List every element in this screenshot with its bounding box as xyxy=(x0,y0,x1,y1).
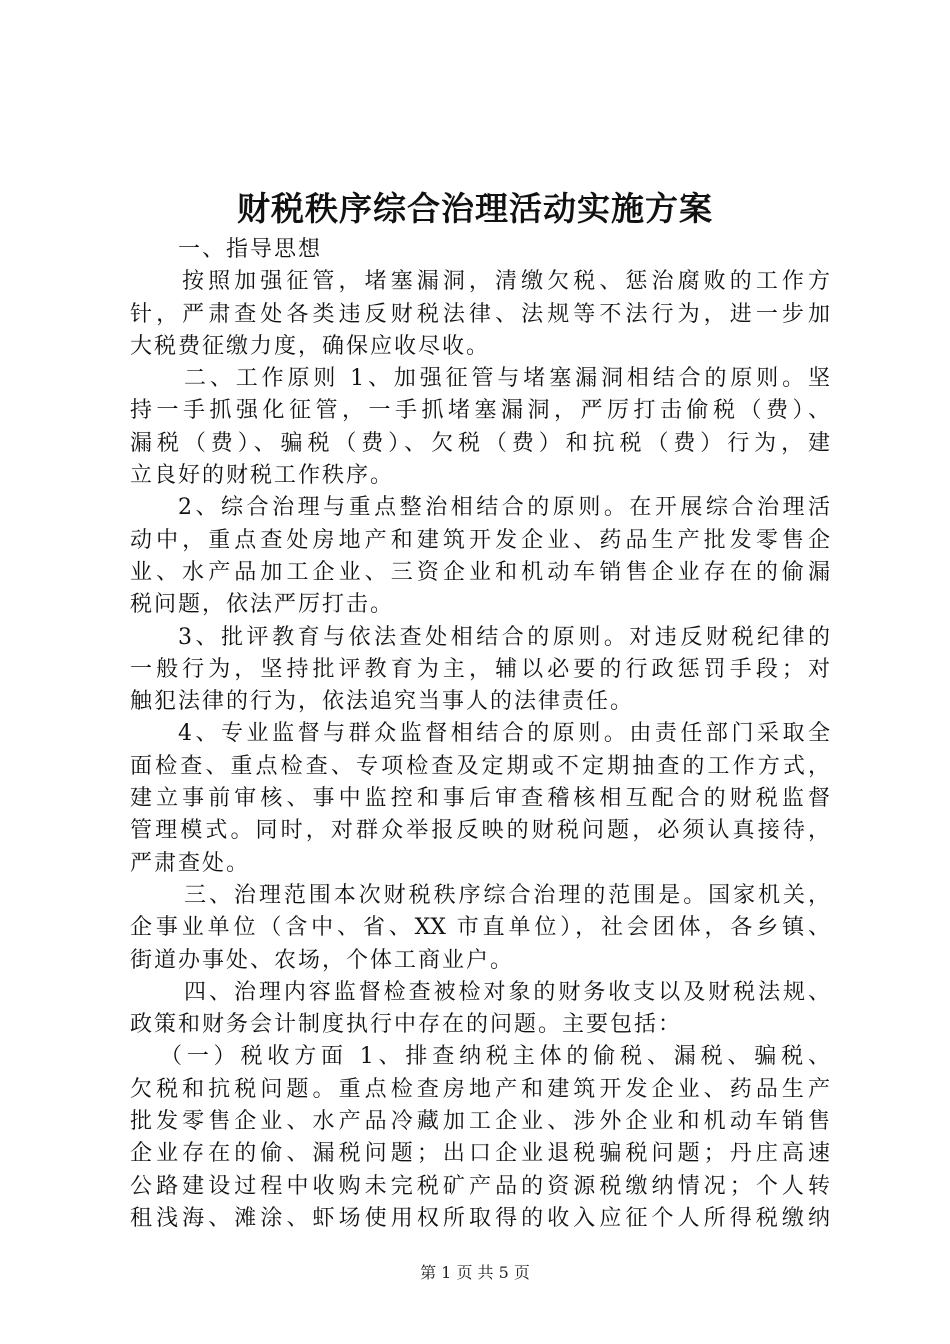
text-line: 业、水产品加工企业、三资企业和机动车销售企业存在的偷漏 xyxy=(130,559,830,585)
text-line: 触犯法律的行为，依法追究当事人的法律责任。 xyxy=(130,689,635,715)
text-line: 三、治理范围本次财税秩序综合治理的范围是。国家机关， xyxy=(184,882,830,908)
text-line: 面检查、重点检查、专项检查及定期或不定期抽查的工作方式， xyxy=(130,753,830,779)
text-line: 按照加强征管，堵塞漏洞，清缴欠税、惩治腐败的工作方 xyxy=(182,269,830,295)
page-footer: 第 1 页 共 5 页 xyxy=(420,1263,530,1282)
text-line: 企业存在的偷、漏税问题；出口企业退税骗税问题；丹庄高速 xyxy=(130,1141,830,1167)
text-line: 4、专业监督与群众监督相结合的原则。由责任部门采取全 xyxy=(178,721,830,747)
text-line: 一、指导思想 xyxy=(178,237,323,262)
text-line: 大税费征缴力度，确保应收尽收。 xyxy=(130,333,491,359)
text-line: 漏税（费）、骗税（费）、欠税（费）和抗税（费）行为，建 xyxy=(130,430,830,456)
text-line: 持一手抓强化征管，一手抓堵塞漏洞，严厉打击偷税（费）、 xyxy=(130,398,830,424)
text-line: 3、批评教育与依法查处相结合的原则。对违反财税纪律的 xyxy=(178,624,830,650)
text-line: 管理模式。同时，对群众举报反映的财税问题，必须认真接待， xyxy=(130,818,830,844)
text-line: 2、综合治理与重点整治相结合的原则。在开展综合治理活 xyxy=(178,495,830,521)
text-line: （一）税收方面 1、排查纳税主体的偷税、漏税、骗税、 xyxy=(160,1044,830,1070)
document-body xyxy=(130,234,830,1235)
text-line: 税问题，依法严厉打击。 xyxy=(130,592,395,618)
text-line: 批发零售企业、水产品冷藏加工企业、涉外企业和机动车销售 xyxy=(130,1109,830,1135)
text-line: 立良好的财税工作秩序。 xyxy=(130,463,395,489)
text-line: 二、工作原则 1、加强征管与堵塞漏洞相结合的原则。坚 xyxy=(184,366,830,392)
text-line: 企事业单位（含中、省、XX 市直单位），社会团体，各乡镇、 xyxy=(130,915,830,941)
text-line: 一般行为，坚持批评教育为主，辅以必要的行政惩罚手段；对 xyxy=(130,656,830,682)
text-line: 动中，重点查处房地产和建筑开发企业、药品生产批发零售企 xyxy=(130,527,830,553)
text-line: 四、治理内容监督检查被检对象的财务收支以及财税法规、 xyxy=(184,979,830,1005)
text-line: 街道办事处、农场，个体工商业户。 xyxy=(130,947,515,973)
text-line: 政策和财务会计制度执行中存在的问题。主要包括： xyxy=(130,1012,683,1038)
document-title: 财税秩序综合治理活动实施方案 xyxy=(237,189,713,228)
text-line: 严肃查处。 xyxy=(130,850,251,876)
text-line: 租浅海、滩涂、虾场使用权所取得的收入应征个人所得税缴纳 xyxy=(130,1205,830,1231)
text-line: 针，严肃查处各类违反财税法律、法规等不法行为，进一步加 xyxy=(130,301,830,327)
text-line: 公路建设过程中收购未完税矿产品的资源税缴纳情况；个人转 xyxy=(130,1173,830,1199)
text-line: 建立事前审核、事中监控和事后审查稽核相互配合的财税监督 xyxy=(130,786,830,812)
text-line: 欠税和抗税问题。重点检查房地产和建筑开发企业、药品生产 xyxy=(130,1076,830,1102)
